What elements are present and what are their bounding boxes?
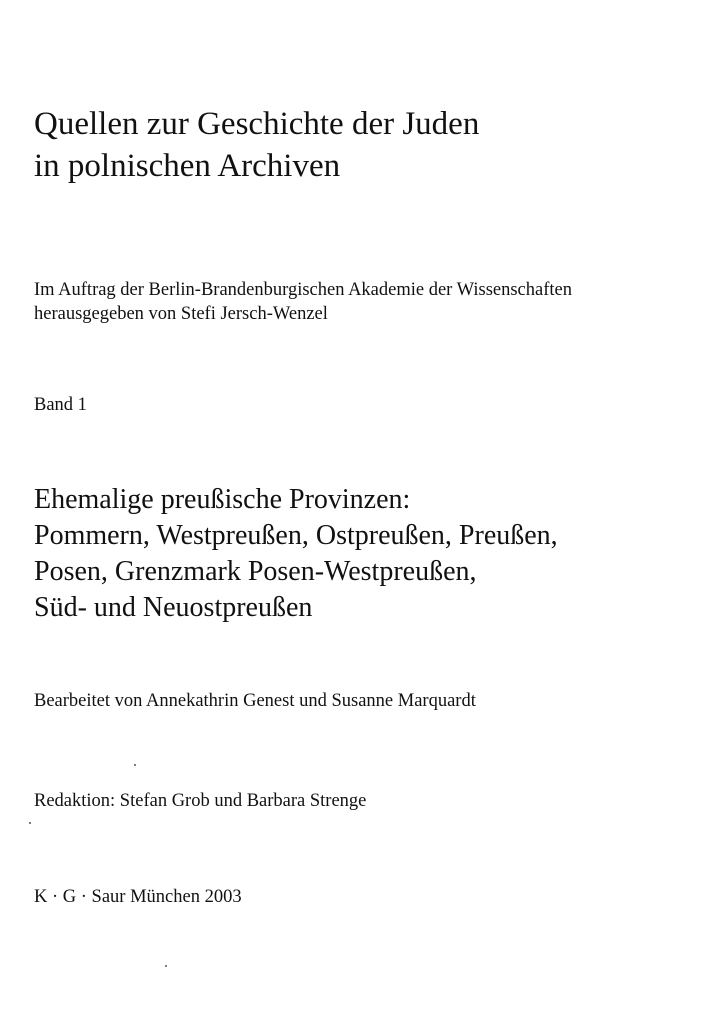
commission-line: Im Auftrag der Berlin-Brandenburgischen Akademie der Wissenschaften	[34, 280, 572, 300]
series-title-line: in polnischen Archiven	[34, 148, 341, 184]
print-speck	[134, 764, 136, 766]
print-speck	[165, 965, 167, 967]
volume-title-line: Süd- und Neuostpreußen	[34, 592, 313, 623]
volume-title-line: Pommern, Westpreußen, Ostpreußen, Preußen,	[34, 520, 558, 551]
redaction-credit: Redaktion: Stefan Grob und Barbara Strenge	[34, 791, 367, 811]
volume-title-line: Ehemalige preußische Provinzen:	[34, 484, 411, 515]
volume-title	[34, 482, 704, 626]
series-title-line: Quellen zur Geschichte der Juden	[34, 106, 480, 142]
print-speck	[29, 822, 31, 824]
series-title	[34, 103, 694, 187]
commission-line: herausgegeben von Stefi Jersch-Wenzel	[34, 304, 328, 324]
publisher-imprint: K · G · Saur München 2003	[34, 887, 242, 907]
editors-credit: Bearbeitet von Annekathrin Genest und Susanne Marquardt	[34, 691, 476, 711]
volume-title-line: Posen, Grenzmark Posen-Westpreußen,	[34, 556, 477, 587]
commission-statement	[34, 278, 704, 326]
volume-label: Band 1	[34, 395, 87, 415]
